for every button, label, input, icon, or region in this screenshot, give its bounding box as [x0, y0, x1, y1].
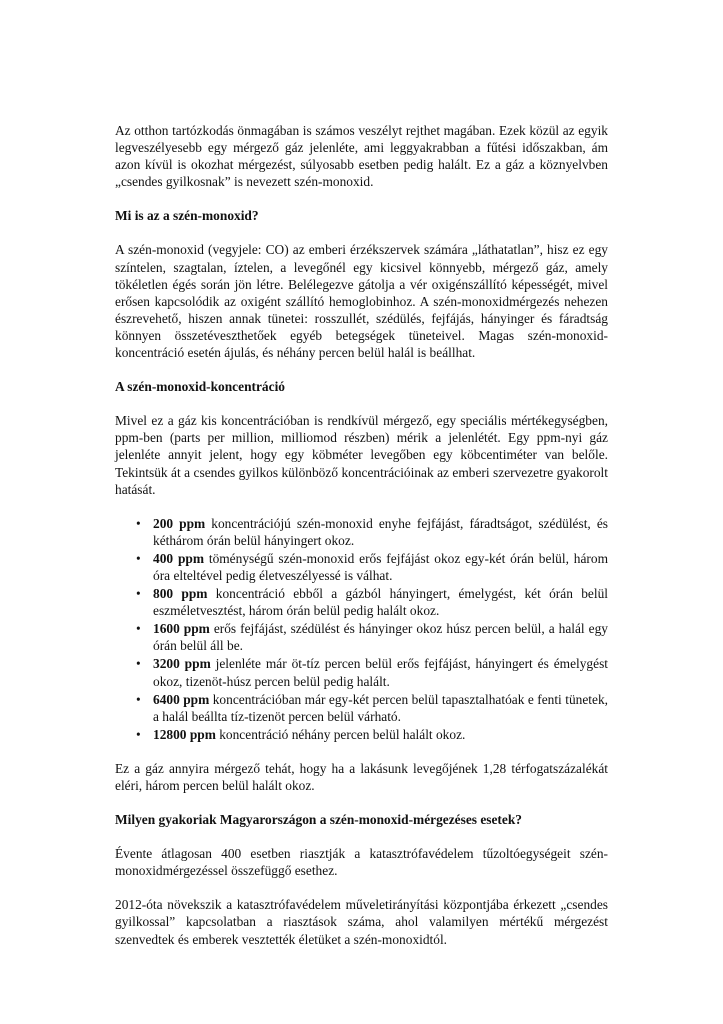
bullet-icon: •	[136, 550, 141, 566]
bullet-icon: •	[136, 515, 141, 531]
ppm-value: 6400 ppm	[153, 691, 210, 707]
ppm-value: 12800 ppm	[153, 726, 216, 742]
concentration-paragraph: Mivel ez a gáz kis koncentrációban is rendkívül mérgező, egy speciális mértékegységben, ppm-ben (parts per million, milliomod részben) mérik a jelenlétét. Egy ppm-nyi gáz jelenléte annyit jelent, hogy egy köbméter levegőben egy köbcentiméter van belőle. Tekintsük át a csendes gyilkos különböző koncentrációinak az emberi szervezetre gyakorolt hatását.	[115, 413, 608, 497]
list-item	[136, 550, 608, 584]
frequency-paragraph-1: Évente átlagosan 400 esetben riasztják a katasztrófavédelem tűzoltóegységeit szén-monoxidmérgezéssel összefüggő esethez.	[115, 846, 608, 879]
bullet-icon: •	[136, 691, 141, 707]
list-item-text: koncentrációban már egy-két percen belül tapasztalhatóak e fenti tünetek, a halál beállta tíz-tizenöt percen belül várható.	[153, 691, 608, 724]
list-item-text: koncentrációjú szén-monoxid enyhe fejfájást, fáradtságot, szédülést, és kéthárom órán belül hányingert okoz.	[153, 515, 609, 548]
intro-paragraph: Az otthon tartózkodás önmagában is számos veszélyt rejthet magában. Ezek közül az egyik legveszélyesebb egy mérgező gáz jelenléte, ami leggyakrabban a fűtési időszakban, ám azon kívül is okozhat mérgezést, súlyosabb esetben pedig halált. Ez a gáz a köznyelvben „csendes gyilkosnak” is nevezett szén-monoxid.	[115, 123, 608, 190]
list-item	[136, 655, 609, 689]
ppm-value: 1600 ppm	[153, 621, 210, 637]
frequency-paragraph-2: 2012-óta növekszik a katasztrófavédelem műveletirányítási központjába érkezett „csendes gyilkossal” kapcsolatban a riasztások száma, ahol valamilyen mértékű mérgezést szenvedtek és emberek vesztették életüket a szén-monoxidtól.	[115, 897, 608, 947]
list-item-text: koncentráció néhány percen belül halált okoz.	[215, 726, 466, 742]
section-heading-frequency: Milyen gyakoriak Magyarországon a szén-monoxid-mérgezéses esetek?	[115, 812, 522, 828]
ppm-value: 200 ppm	[153, 515, 206, 531]
ppm-value: 400 ppm	[153, 550, 204, 566]
bullet-icon: •	[136, 726, 141, 742]
ppm-value: 800 ppm	[153, 586, 208, 602]
list-item-text: erős fejfájást, szédülést és hányinger okoz húsz percen belül, a halál egy órán belül áll be.	[153, 621, 608, 654]
concentration-list	[115, 515, 608, 743]
bullet-icon: •	[136, 586, 141, 602]
bullet-icon: •	[136, 656, 141, 672]
bullet-icon: •	[136, 621, 141, 637]
list-item	[136, 691, 608, 725]
document-page	[115, 122, 608, 965]
what-is-co-paragraph: A szén-monoxid (vegyjele: CO) az emberi érzékszervek számára „láthatatlan”, hisz ez egy színtelen, szagtalan, íztelen, a levegőnél egy kicsivel könnyebb, mérgező gáz, amely tökéletlen égés során jön létre. Belélegezve gátolja a vér oxigénszállító képességét, mivel erősen kapcsolódik az oxigént szállító hemoglobinhoz. A szén-monoxidmérgezés nehezen észrevehető, hiszen annak tünetei: rosszullét, szédülés, fejfájás, hányinger és fáradtság könnyen összetéveszthetőek egyéb betegségek tüneteivel. Magas szén-monoxid-koncentráció esetén ájulás, és néhány percen belül halál is beállhat.	[115, 242, 608, 361]
list-item	[136, 515, 609, 549]
list-item	[136, 585, 608, 619]
list-item-text: töménységű szén-monoxid erős fejfájást okoz egy-két órán belül, három óra elteltével pedig életveszélyessé is válhat.	[153, 550, 608, 583]
list-item	[136, 620, 608, 654]
concentration-conclusion: Ez a gáz annyira mérgező tehát, hogy ha a lakásunk levegőjének 1,28 térfogatszázalékát eléri, három percen belül halált okoz.	[115, 760, 608, 793]
ppm-value: 3200 ppm	[153, 656, 211, 672]
list-item-text: koncentráció ebből a gázból hányingert, émelygést, két órán belül eszméletvesztést, három órán belül pedig halált okoz.	[153, 586, 608, 619]
list-item-text: jelenléte már öt-tíz percen belül erős fejfájást, hányingert és émelygést okoz, tizenöt-húsz percen belül pedig halált.	[153, 656, 609, 689]
section-heading-concentration: A szén-monoxid-koncentráció	[115, 379, 285, 395]
section-heading-what-is-co: Mi is az a szén-monoxid?	[115, 208, 259, 224]
list-item	[136, 726, 608, 743]
